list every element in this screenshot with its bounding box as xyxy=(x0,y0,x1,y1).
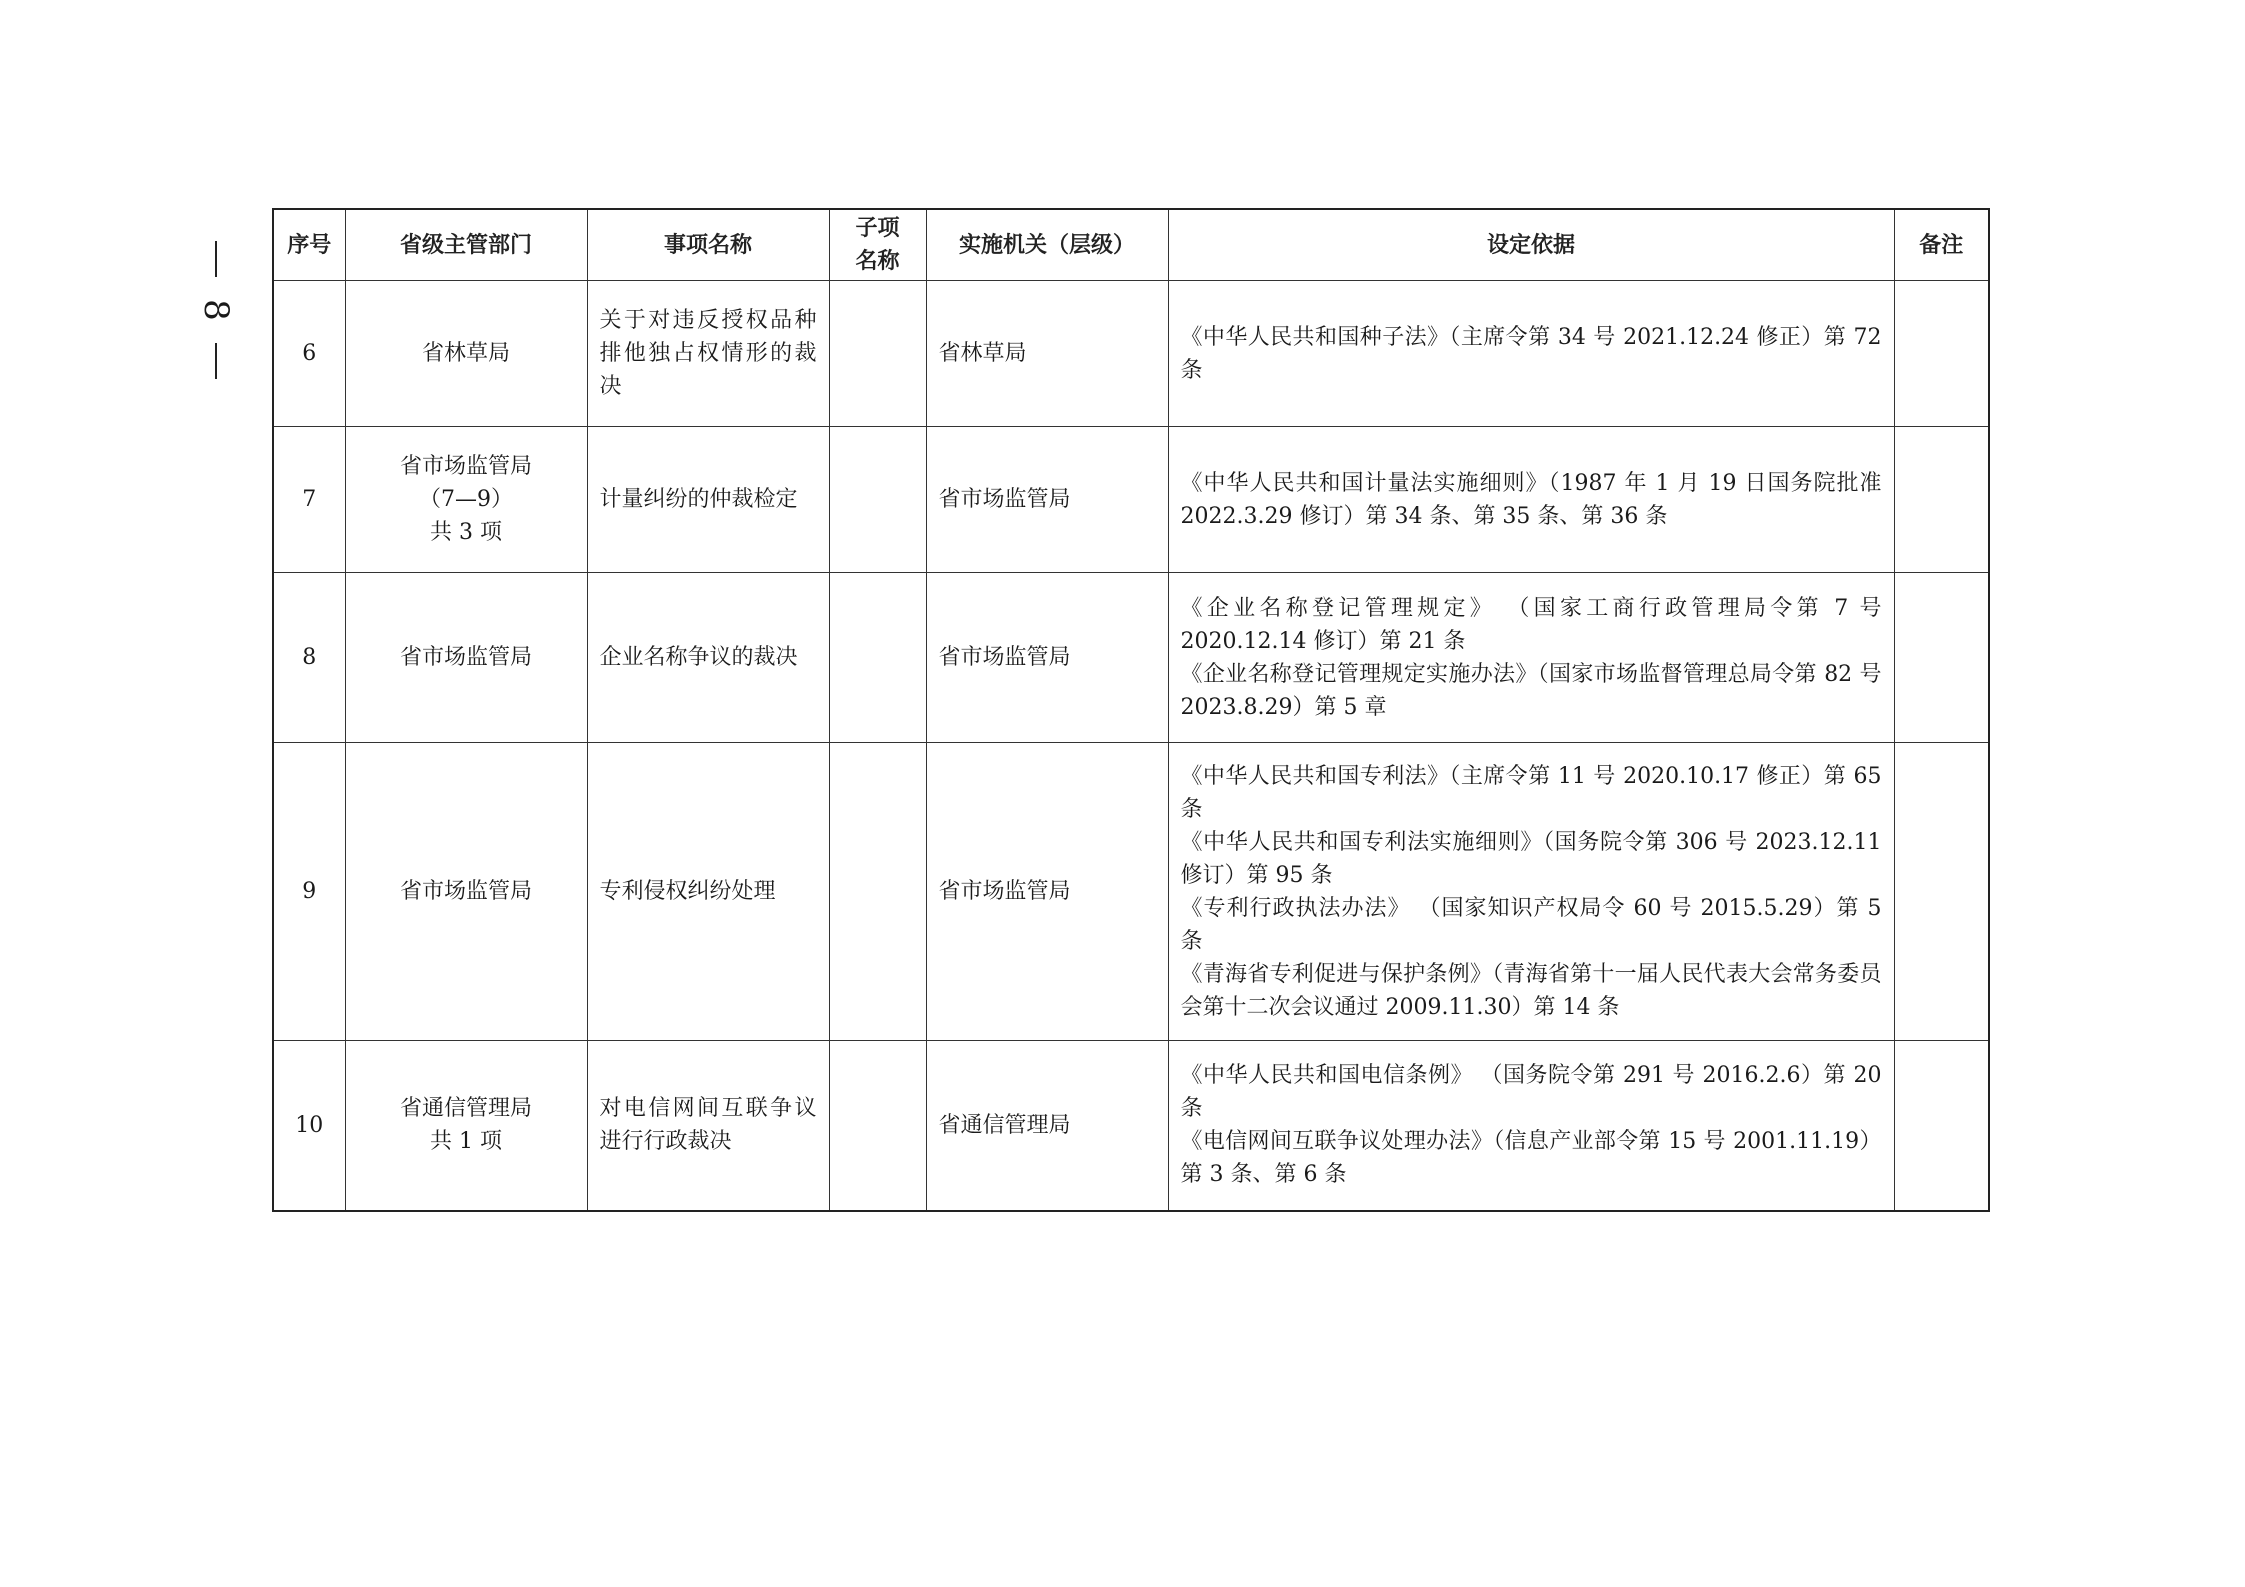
basis-line: 《中华人民共和国计量法实施细则》（1987 年 1 月 19 日国务院批准 2022.3.29 修订）第 34 条、第 35 条、第 36 条 xyxy=(1180,470,1882,529)
page-number-dash-bottom xyxy=(215,343,217,379)
table-row xyxy=(273,281,1989,427)
table-row xyxy=(273,743,1989,1041)
basis-line: 《企业名称登记管理规定实施办法》（国家市场监督管理总局令第 82 号 2023.8.29）第 5 章 xyxy=(1180,661,1882,720)
cell-basis xyxy=(1168,743,1894,1041)
cell-item: 对电信网间互联争议进行行政裁决 xyxy=(587,1041,829,1211)
cell-agency: 省市场监管局 xyxy=(926,573,1168,743)
cell-agency: 省林草局 xyxy=(926,281,1168,427)
cell-remark xyxy=(1894,427,1989,573)
cell-dept xyxy=(345,281,587,427)
cell-sub-item xyxy=(829,1041,926,1211)
cell-dept xyxy=(345,573,587,743)
dept-line: 省通信管理局 xyxy=(399,1096,532,1122)
cell-seq: 8 xyxy=(273,573,345,743)
dept-line: 省林草局 xyxy=(421,341,510,366)
dept-line: 省市场监管局 xyxy=(399,645,532,670)
cell-seq: 7 xyxy=(273,427,345,573)
cell-remark xyxy=(1894,743,1989,1041)
dept-line: 共 3 项 xyxy=(430,520,502,545)
header-sub-item xyxy=(829,209,926,281)
cell-sub-item xyxy=(829,427,926,573)
dept-line: 省市场监管局 xyxy=(399,454,532,479)
cell-remark xyxy=(1894,1041,1989,1211)
table-row xyxy=(273,1041,1989,1211)
header-item: 事项名称 xyxy=(587,209,829,281)
page-number xyxy=(196,240,236,380)
cell-dept xyxy=(345,1041,587,1211)
basis-line: 《中华人民共和国专利法实施细则》（国务院令第 306 号 2023.12.11 修订）第 95 条 xyxy=(1180,829,1882,888)
cell-basis xyxy=(1168,1041,1894,1211)
table-row xyxy=(273,573,1989,743)
cell-item: 计量纠纷的仲裁检定 xyxy=(587,427,829,573)
cell-sub-item xyxy=(829,281,926,427)
basis-line: 《中华人民共和国种子法》（主席令第 34 号 2021.12.24 修正）第 72 条 xyxy=(1180,324,1882,383)
basis-line: 《中华人民共和国电信条例》 （国务院令第 291 号 2016.2.6）第 20 条 xyxy=(1180,1063,1882,1122)
dept-line: 共 1 项 xyxy=(430,1129,502,1155)
matters-table xyxy=(272,208,1990,1212)
cell-seq: 10 xyxy=(273,1041,345,1211)
cell-seq: 6 xyxy=(273,281,345,427)
header-sub-item-line2: 名称 xyxy=(855,249,900,274)
basis-line: 《专利行政执法办法》 （国家知识产权局令 60 号 2015.5.29）第 5 条 xyxy=(1180,895,1882,954)
cell-agency: 省市场监管局 xyxy=(926,743,1168,1041)
dept-line: 省市场监管局 xyxy=(399,879,532,904)
header-agency: 实施机关（层级） xyxy=(926,209,1168,281)
cell-sub-item xyxy=(829,743,926,1041)
page-number-text: 8 xyxy=(195,299,236,321)
cell-dept xyxy=(345,743,587,1041)
header-dept: 省级主管部门 xyxy=(345,209,587,281)
table-header-row xyxy=(273,209,1989,281)
cell-agency: 省市场监管局 xyxy=(926,427,1168,573)
cell-basis xyxy=(1168,573,1894,743)
basis-line: 《青海省专利促进与保护条例》（青海省第十一届人民代表大会常务委员会第十二次会议通过 2009.11.30）第 14 条 xyxy=(1180,961,1882,1020)
table-row xyxy=(273,427,1989,573)
cell-agency: 省通信管理局 xyxy=(926,1041,1168,1211)
basis-line: 《企业名称登记管理规定》 （国家工商行政管理局令第 7 号 2020.12.14 修订）第 21 条 xyxy=(1180,595,1882,654)
header-basis: 设定依据 xyxy=(1168,209,1894,281)
header-seq: 序号 xyxy=(273,209,345,281)
cell-dept xyxy=(345,427,587,573)
basis-line: 《电信网间互联争议处理办法》（信息产业部令第 15 号 2001.11.19）第 3 条、第 6 条 xyxy=(1180,1129,1882,1188)
cell-sub-item xyxy=(829,573,926,743)
cell-item: 专利侵权纠纷处理 xyxy=(587,743,829,1041)
basis-line: 《中华人民共和国专利法》（主席令第 11 号 2020.10.17 修正）第 65 条 xyxy=(1180,763,1882,822)
cell-item: 关于对违反授权品种排他独占权情形的裁决 xyxy=(587,281,829,427)
cell-basis xyxy=(1168,281,1894,427)
dept-line: （7—9） xyxy=(419,487,513,512)
header-remark: 备注 xyxy=(1894,209,1989,281)
cell-item: 企业名称争议的裁决 xyxy=(587,573,829,743)
page-number-dash-top xyxy=(215,241,217,277)
cell-basis xyxy=(1168,427,1894,573)
cell-remark xyxy=(1894,281,1989,427)
cell-seq: 9 xyxy=(273,743,345,1041)
header-sub-item-line1: 子项 xyxy=(855,216,900,241)
cell-remark xyxy=(1894,573,1989,743)
